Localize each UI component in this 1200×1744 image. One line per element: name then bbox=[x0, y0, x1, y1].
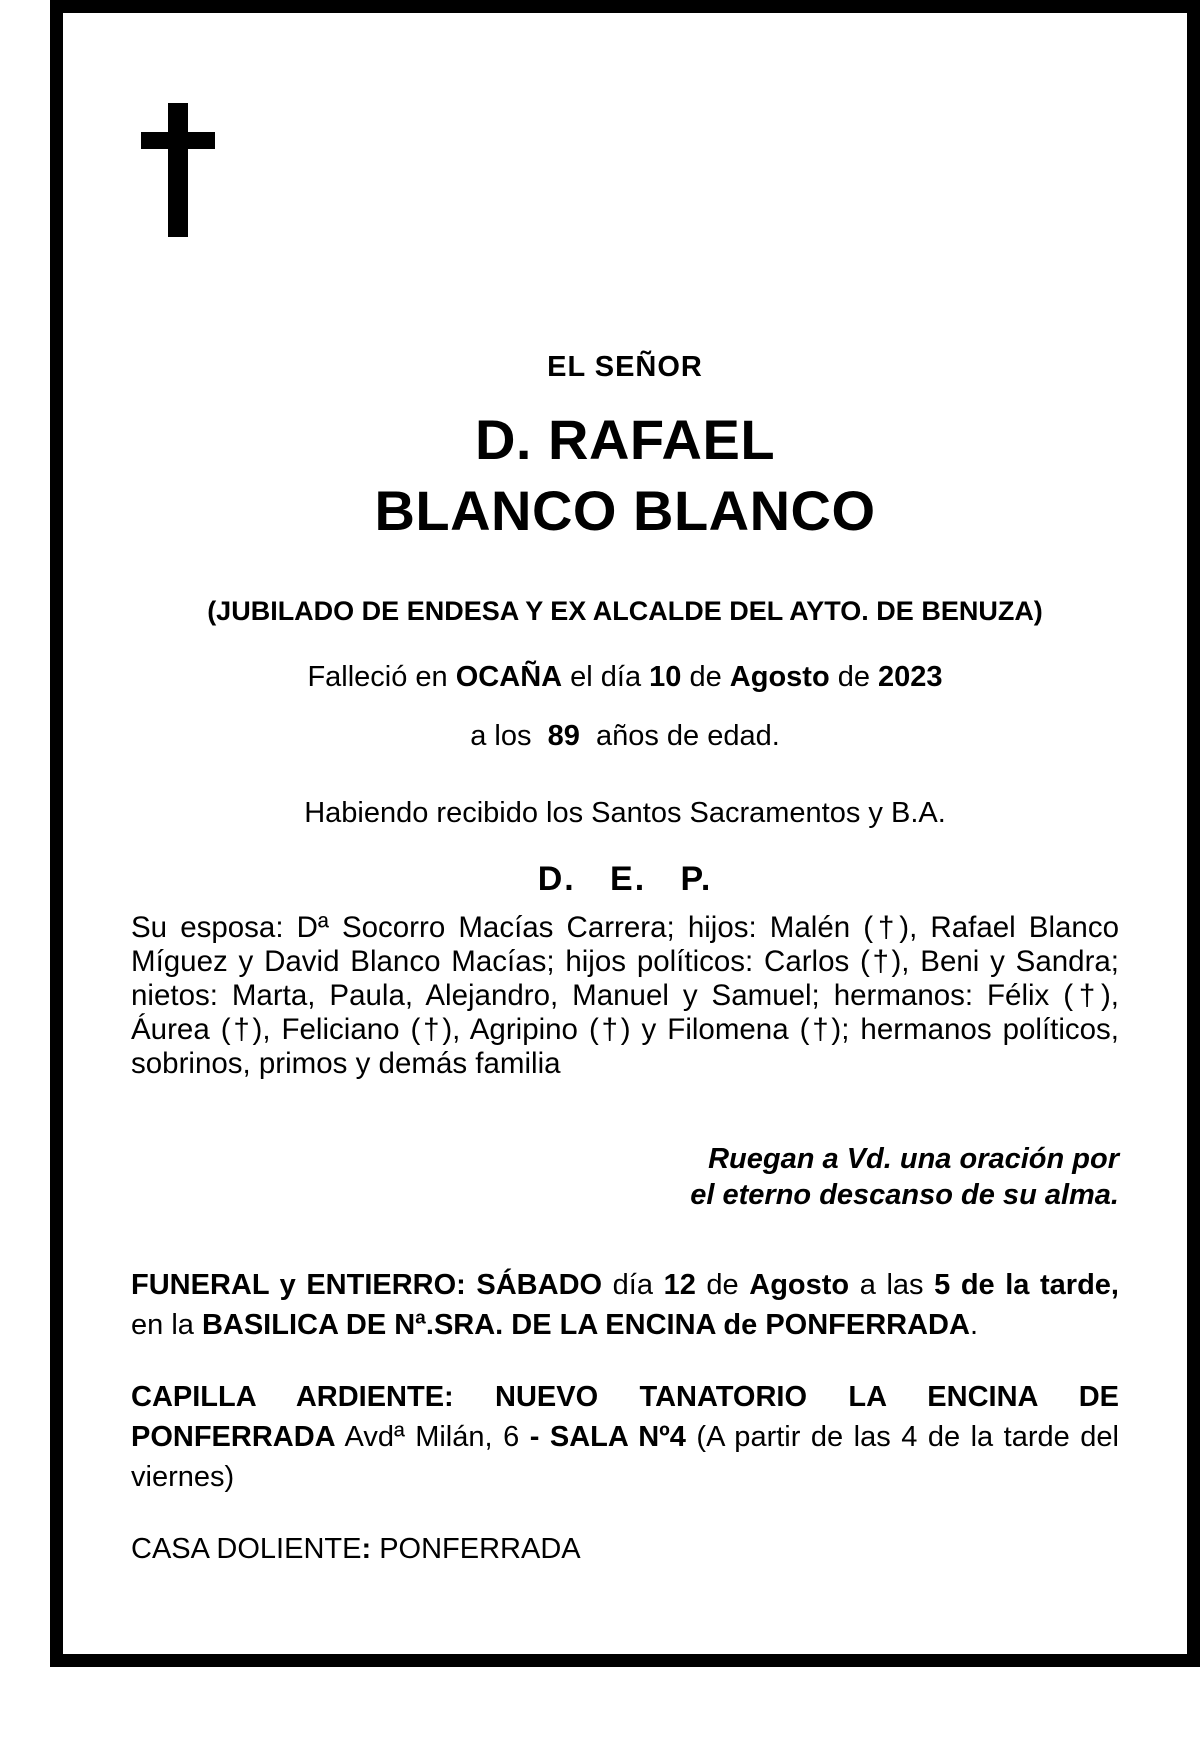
obituary-content bbox=[63, 103, 1187, 1744]
dep-text: D. E. P. bbox=[537, 860, 713, 898]
funeral-info-paragraph: FUNERAL y ENTIERRO: SÁBADO día 12 de Agosto a las 5 de la tarde, en la BASILICA DE Nª.SRA. DE LA ENCINA de PONFERRADA. bbox=[131, 1269, 1119, 1341]
cross-icon bbox=[141, 103, 215, 237]
deceased-name bbox=[131, 404, 1119, 546]
obituary-frame bbox=[50, 0, 1200, 1667]
mourning-house-line: CASA DOLIENTE: PONFERRADA bbox=[131, 1533, 581, 1565]
dep-abbreviation bbox=[131, 860, 1119, 899]
deceased-name-line2: BLANCO BLANCO bbox=[374, 479, 876, 542]
family-paragraph: Su esposa: Dª Socorro Macías Carrera; hijos: Malén (†), Rafael Blanco Míguez y David Blanco Macías; hijos políticos: Carlos (†), Beni y Sandra; nietos: Marta, Paula, Alejandro, Manuel y Samuel; hermanos: Félix (†), Áurea (†), Feliciano (†), Agripino (†) y Filomena (†); hermanos políticos, sobrinos, primos y demás familia bbox=[131, 911, 1119, 1080]
deceased-name-line1: D. RAFAEL bbox=[474, 408, 776, 471]
prayer-line1: Ruegan a Vd. una oración por bbox=[708, 1143, 1119, 1175]
deceased-subtitle: (JUBILADO DE ENDESA Y EX ALCALDE DEL AYTO. DE BENUZA) bbox=[207, 596, 1043, 626]
salutation-heading: EL SEÑOR bbox=[547, 351, 703, 383]
sacraments-line: Habiendo recibido los Santos Sacramentos y B.A. bbox=[304, 797, 946, 829]
prayer-line2: el eterno descanso de su alma. bbox=[690, 1179, 1119, 1211]
prayer-request bbox=[131, 1141, 1119, 1213]
age-line: a los 89 años de edad. bbox=[470, 720, 780, 752]
death-date-line: Falleció en OCAÑA el día 10 de Agosto de 2023 bbox=[307, 661, 943, 693]
wake-chapel-paragraph: CAPILLA ARDIENTE: NUEVO TANATORIO LA ENCINA DE PONFERRADA Avdª Milán, 6 - SALA Nº4 (A partir de las 4 de la tarde del viernes) bbox=[131, 1381, 1119, 1493]
